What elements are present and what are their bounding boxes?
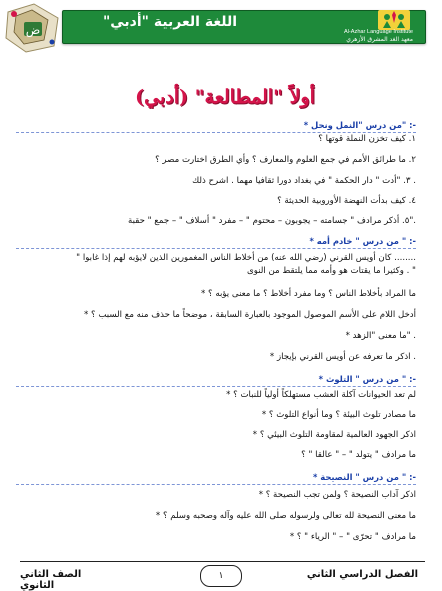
passage-line: وكثيرا ما يقتات هو وأمه مما يلتقط من النوى . " [247, 266, 416, 276]
arabic-letters-graphic [4, 2, 62, 54]
institute-emblem-icon [377, 9, 411, 31]
question-line: * اذكر ما تعرفه عن أويس القرني بإيجاز . [269, 352, 416, 362]
question-line: ١. كيف تخزن النملة قوتها ؟ [318, 134, 416, 144]
corner-letter: ض [25, 23, 41, 37]
question-line: ٤. كيف بدأت النهضة الأوروبية الحديثة ؟ [277, 196, 416, 206]
section-divider [16, 132, 416, 133]
question-line: * لم تعد الحيوانات آكلة العشب مستهلكاً أولياً للنبات ؟ [226, 390, 416, 400]
section-heading: * من درس "النمل ونحل" :- [303, 120, 416, 130]
question-line: ما مرادف " يتولد " – " عالقا " ؟ [301, 450, 416, 460]
question-line: * اذكر آداب النصيحة ؟ ولمن تجب النصيحة ؟ [258, 490, 416, 500]
footer-divider [20, 561, 425, 562]
section-heading: * من درس " خادم أمه " :- [309, 236, 416, 246]
question-line: ٢. ما طرائق الأمم في جمع العلوم والمعارف ؟ وأي الطرق اختارت مصر ؟ [155, 155, 416, 165]
page-title: أولاً "المطالعة" (أدبي) [135, 86, 315, 108]
question-line: * ما معنى النصيحة لله تعالى ولرسوله صلى الله عليه وآله وصحبه وسلم ؟ [155, 511, 416, 521]
question-line: * ما المراد بأخلاط الناس ؟ وما مفرد أخلاط ؟ ما معنى يؤبه ؟ [201, 289, 416, 299]
institute-name-ar: معهد الغد المشرق الأزهري [346, 36, 413, 43]
question-line: * ما معنى "الزهد" . [345, 331, 416, 341]
passage-line: " كان أويس القرني (رضي الله عنه) من أخلاط الناس المغمورين الذين لايؤبه لهم إذا غابوا ........ [76, 253, 416, 263]
page-number: ١ [200, 565, 242, 587]
question-line: * ما مرادف " تحرّى " – " الرياء " ؟ [289, 532, 416, 542]
question-line: ٣. "أدت " دار الحكمة " في بغداد دورا ثقافيا مهما . اشرح ذلك . [192, 176, 416, 186]
section-heading: * من درس " النصيحة " :- [312, 472, 416, 482]
term-label: الفصل الدراسي الثاني [306, 569, 418, 580]
section-divider [16, 248, 416, 249]
question-line: ٥. أذكر مرادف " جسامته – يجوبون – محتوم " – مفرد " أسلاف " – جمع " حقبة". [128, 216, 416, 226]
subject-title: اللغة العربية "أدبي" [102, 14, 238, 30]
section-divider [16, 484, 416, 485]
question-line: * أدخل اللام على الأسم الموصول الموجود بالعبارة السابقة ، موضحاً ما حذف منه مع السبب ؟ [84, 310, 416, 320]
question-line: * ما مصادر تلوث البيئة ؟ وما أنواع التلوث ؟ [261, 410, 416, 420]
section-heading: * من درس " التلوث " :- [318, 374, 416, 384]
grade-label: الصف الثاني الثانوي [20, 569, 82, 591]
institute-name-en: Al-Azhar Language Institute [343, 29, 413, 35]
institute-logo [295, 7, 420, 45]
question-line: * اذكر الجهود العالمية لمقاومة التلوث البيئي ؟ [252, 430, 416, 440]
section-divider [16, 386, 416, 387]
